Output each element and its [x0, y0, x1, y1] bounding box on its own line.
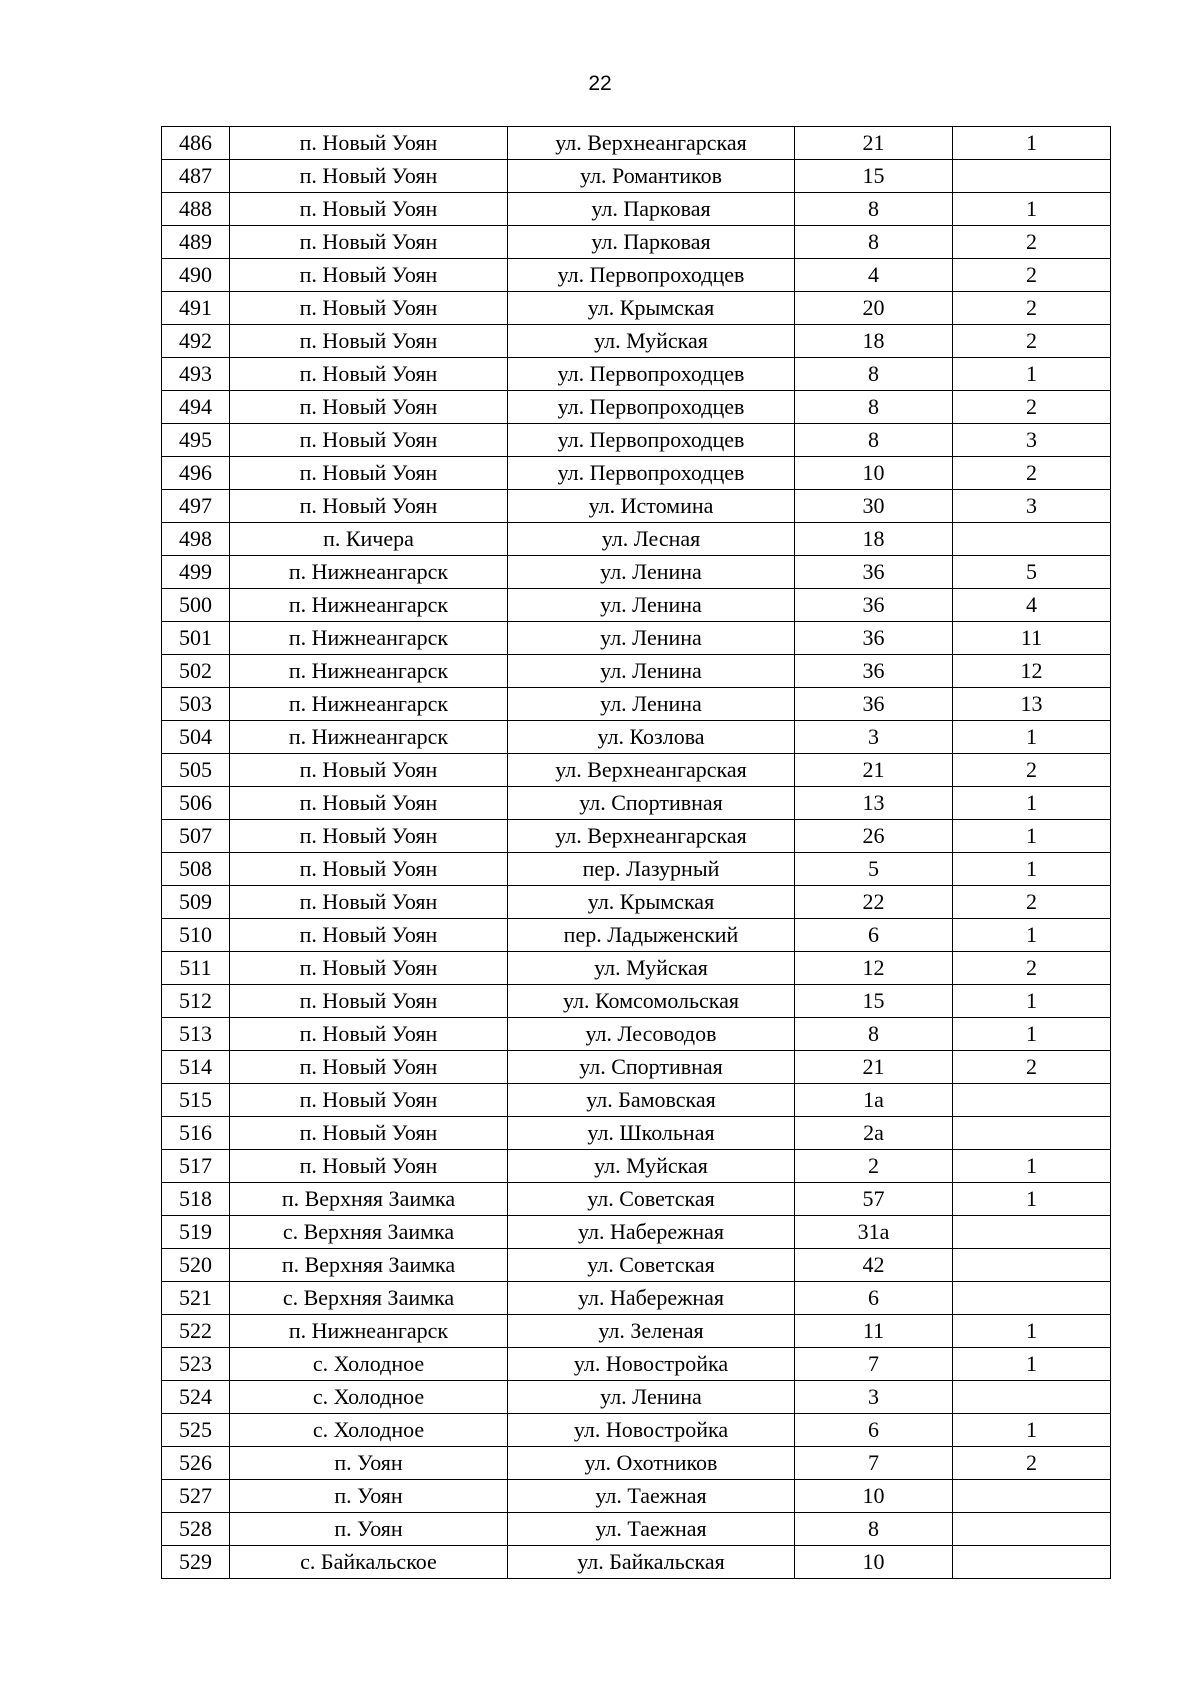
street-cell: ул. Ленина — [508, 589, 795, 622]
apartment-number-cell: 2 — [953, 391, 1111, 424]
house-number-cell: 8 — [795, 358, 953, 391]
settlement-cell: п. Верхняя Заимка — [230, 1183, 508, 1216]
house-number-cell: 21 — [795, 127, 953, 160]
street-cell: пер. Лазурный — [508, 853, 795, 886]
house-number-cell: 8 — [795, 193, 953, 226]
street-cell: ул. Зеленая — [508, 1315, 795, 1348]
house-number-cell: 18 — [795, 523, 953, 556]
table-row — [162, 292, 1111, 325]
settlement-cell: п. Нижнеангарск — [230, 589, 508, 622]
table-row — [162, 1051, 1111, 1084]
settlement-cell: с. Холодное — [230, 1414, 508, 1447]
house-number-cell: 11 — [795, 1315, 953, 1348]
apartment-number-cell: 1 — [953, 1348, 1111, 1381]
table-row — [162, 1546, 1111, 1579]
row-number-cell: 489 — [162, 226, 230, 259]
row-number-cell: 509 — [162, 886, 230, 919]
table-row — [162, 1183, 1111, 1216]
row-number-cell: 488 — [162, 193, 230, 226]
house-number-cell: 6 — [795, 919, 953, 952]
apartment-number-cell: 3 — [953, 490, 1111, 523]
settlement-cell: п. Новый Уоян — [230, 1117, 508, 1150]
row-number-cell: 490 — [162, 259, 230, 292]
table-row — [162, 1084, 1111, 1117]
house-number-cell: 8 — [795, 1018, 953, 1051]
table-row — [162, 721, 1111, 754]
row-number-cell: 522 — [162, 1315, 230, 1348]
house-number-cell: 36 — [795, 688, 953, 721]
street-cell: ул. Спортивная — [508, 1051, 795, 1084]
settlement-cell: с. Холодное — [230, 1381, 508, 1414]
settlement-cell: п. Нижнеангарск — [230, 1315, 508, 1348]
table-row — [162, 523, 1111, 556]
street-cell: ул. Советская — [508, 1183, 795, 1216]
row-number-cell: 521 — [162, 1282, 230, 1315]
house-number-cell: 8 — [795, 424, 953, 457]
row-number-cell: 487 — [162, 160, 230, 193]
house-number-cell: 10 — [795, 1546, 953, 1579]
table-row — [162, 1117, 1111, 1150]
apartment-number-cell: 1 — [953, 787, 1111, 820]
row-number-cell: 517 — [162, 1150, 230, 1183]
row-number-cell: 503 — [162, 688, 230, 721]
settlement-cell: п. Нижнеангарск — [230, 688, 508, 721]
street-cell: ул. Ленина — [508, 556, 795, 589]
street-cell: ул. Охотников — [508, 1447, 795, 1480]
row-number-cell: 494 — [162, 391, 230, 424]
street-cell: ул. Истомина — [508, 490, 795, 523]
street-cell: ул. Романтиков — [508, 160, 795, 193]
apartment-number-cell: 1 — [953, 721, 1111, 754]
apartment-number-cell — [953, 1249, 1111, 1282]
settlement-cell: с. Верхняя Заимка — [230, 1216, 508, 1249]
settlement-cell: п. Верхняя Заимка — [230, 1249, 508, 1282]
table-row — [162, 820, 1111, 853]
apartment-number-cell: 2 — [953, 226, 1111, 259]
table-row — [162, 1018, 1111, 1051]
settlement-cell: п. Новый Уоян — [230, 1150, 508, 1183]
table-row — [162, 985, 1111, 1018]
table-row — [162, 1381, 1111, 1414]
settlement-cell: п. Нижнеангарск — [230, 655, 508, 688]
settlement-cell: п. Уоян — [230, 1480, 508, 1513]
apartment-number-cell — [953, 1282, 1111, 1315]
street-cell: ул. Муйская — [508, 952, 795, 985]
house-number-cell: 7 — [795, 1447, 953, 1480]
apartment-number-cell: 1 — [953, 1183, 1111, 1216]
row-number-cell: 493 — [162, 358, 230, 391]
street-cell: пер. Ладыженский — [508, 919, 795, 952]
row-number-cell: 495 — [162, 424, 230, 457]
row-number-cell: 498 — [162, 523, 230, 556]
house-number-cell: 3 — [795, 1381, 953, 1414]
settlement-cell: п. Новый Уоян — [230, 490, 508, 523]
apartment-number-cell: 1 — [953, 1414, 1111, 1447]
street-cell: ул. Ленина — [508, 1381, 795, 1414]
street-cell: ул. Ленина — [508, 688, 795, 721]
page-number: 22 — [588, 72, 612, 95]
street-cell: ул. Первопроходцев — [508, 424, 795, 457]
row-number-cell: 497 — [162, 490, 230, 523]
settlement-cell: п. Кичера — [230, 523, 508, 556]
house-number-cell: 36 — [795, 622, 953, 655]
house-number-cell: 22 — [795, 886, 953, 919]
apartment-number-cell: 1 — [953, 853, 1111, 886]
apartment-number-cell: 1 — [953, 985, 1111, 1018]
settlement-cell: п. Новый Уоян — [230, 226, 508, 259]
table-row — [162, 1348, 1111, 1381]
row-number-cell: 508 — [162, 853, 230, 886]
street-cell: ул. Школьная — [508, 1117, 795, 1150]
table-row — [162, 886, 1111, 919]
row-number-cell: 523 — [162, 1348, 230, 1381]
house-number-cell: 8 — [795, 391, 953, 424]
house-number-cell: 36 — [795, 655, 953, 688]
street-cell: ул. Спортивная — [508, 787, 795, 820]
house-number-cell: 6 — [795, 1282, 953, 1315]
street-cell: ул. Новостройка — [508, 1414, 795, 1447]
street-cell: ул. Крымская — [508, 292, 795, 325]
house-number-cell: 21 — [795, 1051, 953, 1084]
apartment-number-cell — [953, 1480, 1111, 1513]
street-cell: ул. Советская — [508, 1249, 795, 1282]
apartment-number-cell: 2 — [953, 1447, 1111, 1480]
row-number-cell: 511 — [162, 952, 230, 985]
settlement-cell: с. Холодное — [230, 1348, 508, 1381]
row-number-cell: 505 — [162, 754, 230, 787]
table-row — [162, 1447, 1111, 1480]
table-row — [162, 1282, 1111, 1315]
street-cell: ул. Парковая — [508, 193, 795, 226]
table-row — [162, 754, 1111, 787]
settlement-cell: п. Уоян — [230, 1447, 508, 1480]
table-row — [162, 622, 1111, 655]
apartment-number-cell: 1 — [953, 193, 1111, 226]
street-cell: ул. Лесная — [508, 523, 795, 556]
row-number-cell: 527 — [162, 1480, 230, 1513]
street-cell: ул. Верхнеангарская — [508, 820, 795, 853]
apartment-number-cell — [953, 1117, 1111, 1150]
apartment-number-cell — [953, 523, 1111, 556]
table-row — [162, 787, 1111, 820]
row-number-cell: 526 — [162, 1447, 230, 1480]
apartment-number-cell — [953, 1381, 1111, 1414]
apartment-number-cell: 11 — [953, 622, 1111, 655]
table-row — [162, 655, 1111, 688]
settlement-cell: с. Верхняя Заимка — [230, 1282, 508, 1315]
apartment-number-cell: 1 — [953, 1315, 1111, 1348]
apartment-number-cell: 4 — [953, 589, 1111, 622]
house-number-cell: 12 — [795, 952, 953, 985]
table-row — [162, 952, 1111, 985]
apartment-number-cell: 2 — [953, 754, 1111, 787]
house-number-cell: 10 — [795, 457, 953, 490]
settlement-cell: п. Новый Уоян — [230, 886, 508, 919]
apartment-number-cell — [953, 1546, 1111, 1579]
table-row — [162, 688, 1111, 721]
apartment-number-cell: 5 — [953, 556, 1111, 589]
table-row — [162, 919, 1111, 952]
table-row — [162, 127, 1111, 160]
house-number-cell: 5 — [795, 853, 953, 886]
row-number-cell: 514 — [162, 1051, 230, 1084]
settlement-cell: п. Нижнеангарск — [230, 721, 508, 754]
settlement-cell: п. Новый Уоян — [230, 754, 508, 787]
apartment-number-cell: 12 — [953, 655, 1111, 688]
street-cell: ул. Верхнеангарская — [508, 127, 795, 160]
settlement-cell: п. Новый Уоян — [230, 160, 508, 193]
apartment-number-cell: 1 — [953, 127, 1111, 160]
row-number-cell: 496 — [162, 457, 230, 490]
street-cell: ул. Козлова — [508, 721, 795, 754]
table-row — [162, 226, 1111, 259]
settlement-cell: п. Новый Уоян — [230, 193, 508, 226]
house-number-cell: 13 — [795, 787, 953, 820]
row-number-cell: 499 — [162, 556, 230, 589]
row-number-cell: 515 — [162, 1084, 230, 1117]
street-cell: ул. Муйская — [508, 1150, 795, 1183]
apartment-number-cell: 1 — [953, 919, 1111, 952]
house-number-cell: 4 — [795, 259, 953, 292]
house-number-cell: 21 — [795, 754, 953, 787]
house-number-cell: 20 — [795, 292, 953, 325]
house-number-cell: 8 — [795, 226, 953, 259]
table-row — [162, 589, 1111, 622]
row-number-cell: 502 — [162, 655, 230, 688]
street-cell: ул. Верхнеангарская — [508, 754, 795, 787]
row-number-cell: 518 — [162, 1183, 230, 1216]
house-number-cell: 42 — [795, 1249, 953, 1282]
apartment-number-cell — [953, 1084, 1111, 1117]
apartment-number-cell: 1 — [953, 1150, 1111, 1183]
house-number-cell: 18 — [795, 325, 953, 358]
settlement-cell: п. Новый Уоян — [230, 853, 508, 886]
table-row — [162, 1315, 1111, 1348]
row-number-cell: 501 — [162, 622, 230, 655]
table-row — [162, 457, 1111, 490]
street-cell: ул. Парковая — [508, 226, 795, 259]
row-number-cell: 529 — [162, 1546, 230, 1579]
apartment-number-cell: 13 — [953, 688, 1111, 721]
row-number-cell: 516 — [162, 1117, 230, 1150]
street-cell: ул. Первопроходцев — [508, 457, 795, 490]
row-number-cell: 528 — [162, 1513, 230, 1546]
row-number-cell: 504 — [162, 721, 230, 754]
settlement-cell: п. Новый Уоян — [230, 1084, 508, 1117]
house-number-cell: 1а — [795, 1084, 953, 1117]
settlement-cell: п. Новый Уоян — [230, 457, 508, 490]
street-cell: ул. Муйская — [508, 325, 795, 358]
settlement-cell: п. Новый Уоян — [230, 919, 508, 952]
table-row — [162, 358, 1111, 391]
house-number-cell: 36 — [795, 556, 953, 589]
settlement-cell: п. Нижнеангарск — [230, 622, 508, 655]
house-number-cell: 2 — [795, 1150, 953, 1183]
apartment-number-cell — [953, 160, 1111, 193]
street-cell: ул. Первопроходцев — [508, 259, 795, 292]
apartment-number-cell — [953, 1216, 1111, 1249]
street-cell: ул. Таежная — [508, 1480, 795, 1513]
settlement-cell: п. Новый Уоян — [230, 1018, 508, 1051]
settlement-cell: п. Новый Уоян — [230, 127, 508, 160]
table-row — [162, 1513, 1111, 1546]
street-cell: ул. Ленина — [508, 622, 795, 655]
house-number-cell: 26 — [795, 820, 953, 853]
row-number-cell: 524 — [162, 1381, 230, 1414]
row-number-cell: 513 — [162, 1018, 230, 1051]
table-row — [162, 391, 1111, 424]
table-row — [162, 424, 1111, 457]
row-number-cell: 500 — [162, 589, 230, 622]
street-cell: ул. Лесоводов — [508, 1018, 795, 1051]
street-cell: ул. Ленина — [508, 655, 795, 688]
table-row — [162, 1249, 1111, 1282]
settlement-cell: п. Новый Уоян — [230, 424, 508, 457]
table-row — [162, 1150, 1111, 1183]
apartment-number-cell: 1 — [953, 820, 1111, 853]
settlement-cell: п. Новый Уоян — [230, 259, 508, 292]
row-number-cell: 520 — [162, 1249, 230, 1282]
settlement-cell: с. Байкальское — [230, 1546, 508, 1579]
table-row — [162, 853, 1111, 886]
row-number-cell: 491 — [162, 292, 230, 325]
street-cell: ул. Крымская — [508, 886, 795, 919]
apartment-number-cell: 1 — [953, 358, 1111, 391]
table-row — [162, 1216, 1111, 1249]
street-cell: ул. Первопроходцев — [508, 391, 795, 424]
apartment-number-cell: 2 — [953, 886, 1111, 919]
apartment-number-cell: 2 — [953, 952, 1111, 985]
street-cell: ул. Новостройка — [508, 1348, 795, 1381]
street-cell: ул. Таежная — [508, 1513, 795, 1546]
table-row — [162, 325, 1111, 358]
apartment-number-cell: 2 — [953, 325, 1111, 358]
row-number-cell: 507 — [162, 820, 230, 853]
house-number-cell: 15 — [795, 985, 953, 1018]
table-row — [162, 490, 1111, 523]
address-table — [161, 126, 1111, 1579]
apartment-number-cell: 3 — [953, 424, 1111, 457]
table-row — [162, 1480, 1111, 1513]
address-table-body — [162, 127, 1111, 1579]
house-number-cell: 2а — [795, 1117, 953, 1150]
settlement-cell: п. Новый Уоян — [230, 952, 508, 985]
settlement-cell: п. Нижнеангарск — [230, 556, 508, 589]
house-number-cell: 36 — [795, 589, 953, 622]
row-number-cell: 486 — [162, 127, 230, 160]
settlement-cell: п. Новый Уоян — [230, 358, 508, 391]
row-number-cell: 492 — [162, 325, 230, 358]
row-number-cell: 510 — [162, 919, 230, 952]
street-cell: ул. Байкальская — [508, 1546, 795, 1579]
settlement-cell: п. Новый Уоян — [230, 787, 508, 820]
house-number-cell: 8 — [795, 1513, 953, 1546]
house-number-cell: 57 — [795, 1183, 953, 1216]
settlement-cell: п. Новый Уоян — [230, 325, 508, 358]
street-cell: ул. Набережная — [508, 1216, 795, 1249]
house-number-cell: 6 — [795, 1414, 953, 1447]
apartment-number-cell: 2 — [953, 1051, 1111, 1084]
settlement-cell: п. Новый Уоян — [230, 985, 508, 1018]
settlement-cell: п. Новый Уоян — [230, 820, 508, 853]
table-row — [162, 556, 1111, 589]
row-number-cell: 506 — [162, 787, 230, 820]
row-number-cell: 519 — [162, 1216, 230, 1249]
house-number-cell: 10 — [795, 1480, 953, 1513]
apartment-number-cell: 2 — [953, 457, 1111, 490]
apartment-number-cell: 1 — [953, 1018, 1111, 1051]
settlement-cell: п. Уоян — [230, 1513, 508, 1546]
table-row — [162, 193, 1111, 226]
house-number-cell: 15 — [795, 160, 953, 193]
apartment-number-cell: 2 — [953, 292, 1111, 325]
apartment-number-cell — [953, 1513, 1111, 1546]
settlement-cell: п. Новый Уоян — [230, 391, 508, 424]
street-cell: ул. Набережная — [508, 1282, 795, 1315]
house-number-cell: 30 — [795, 490, 953, 523]
table-row — [162, 259, 1111, 292]
house-number-cell: 7 — [795, 1348, 953, 1381]
row-number-cell: 525 — [162, 1414, 230, 1447]
table-row — [162, 160, 1111, 193]
house-number-cell: 31а — [795, 1216, 953, 1249]
settlement-cell: п. Новый Уоян — [230, 292, 508, 325]
street-cell: ул. Первопроходцев — [508, 358, 795, 391]
house-number-cell: 3 — [795, 721, 953, 754]
street-cell: ул. Бамовская — [508, 1084, 795, 1117]
settlement-cell: п. Новый Уоян — [230, 1051, 508, 1084]
row-number-cell: 512 — [162, 985, 230, 1018]
apartment-number-cell: 2 — [953, 259, 1111, 292]
table-row — [162, 1414, 1111, 1447]
street-cell: ул. Комсомольская — [508, 985, 795, 1018]
